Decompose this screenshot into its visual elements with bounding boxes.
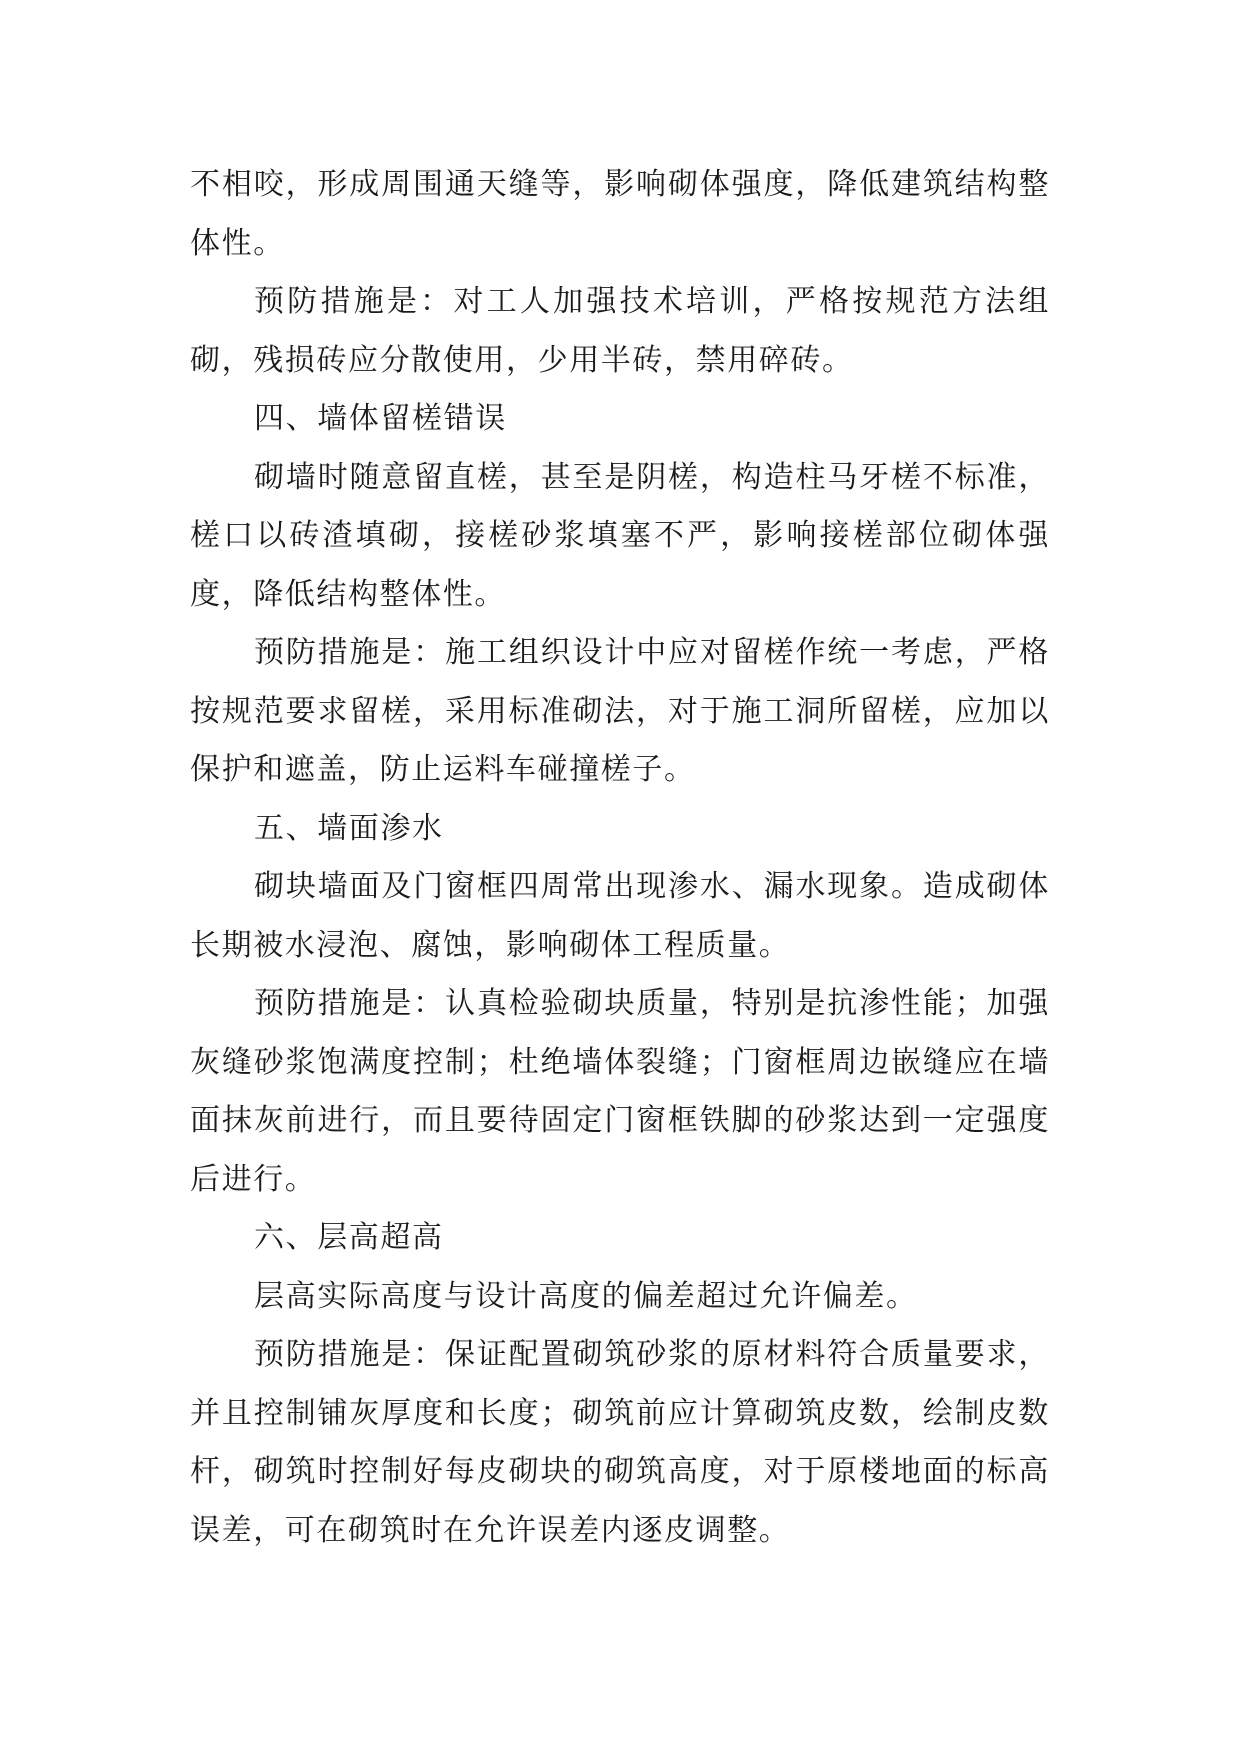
section-heading-5: 五、墙面渗水 bbox=[254, 810, 444, 846]
section-heading-6: 六、层高超高 bbox=[254, 1220, 444, 1255]
paragraph-prevention-measures-6: 预防措施是：保证配置砌筑砂浆的原材料符合质量要求，并且控制铺灰厚度和长度；砌筑前应计算砌筑皮数，绘制皮数杆，砌筑时控制好每皮砌块的砌筑高度，对于原楼地面的标高误差，可在砌筑时在允许误差内逐皮调整。 bbox=[190, 1337, 1050, 1548]
paragraph-problem-description-6: 层高实际高度与设计高度的偏差超过允许偏差。 bbox=[254, 1278, 918, 1314]
paragraph-prevention-measures-3: 预防措施是：对工人加强技术培训，严格按规范方法组砌，残损砖应分散使用，少用半砖，禁用碎砖。 bbox=[190, 284, 1050, 378]
paragraph-problem-description-5: 砌块墙面及门窗框四周常出现渗水、漏水现象。造成砌体长期被水浸泡、腐蚀，影响砌体工程质量。 bbox=[190, 869, 1050, 963]
section-heading-4: 四、墙体留槎错误 bbox=[254, 401, 507, 436]
paragraph-problem-description-4: 砌墙时随意留直槎，甚至是阴槎，构造柱马牙槎不标准，槎口以砖渣填砌，接槎砂浆填塞不严，影响接槎部位砌体强度，降低结构整体性。 bbox=[190, 459, 1050, 612]
paragraph-prevention-measures-4: 预防措施是：施工组织设计中应对留槎作统一考虑，严格按规范要求留槎，采用标准砌法，对于施工洞所留槎，应加以保护和遮盖，防止运料车碰撞槎子。 bbox=[190, 635, 1050, 787]
paragraph-continuation: 不相咬，形成周围通天缝等，影响砌体强度，降低建筑结构整体性。 bbox=[190, 167, 1050, 261]
paragraph-prevention-measures-5: 预防措施是：认真检验砌块质量，特别是抗渗性能；加强灰缝砂浆饱满度控制；杜绝墙体裂缝；门窗框周边嵌缝应在墙面抹灰前进行，而且要待固定门窗框铁脚的砂浆达到一定强度后进行。 bbox=[190, 986, 1050, 1197]
document-body bbox=[190, 156, 1050, 1560]
